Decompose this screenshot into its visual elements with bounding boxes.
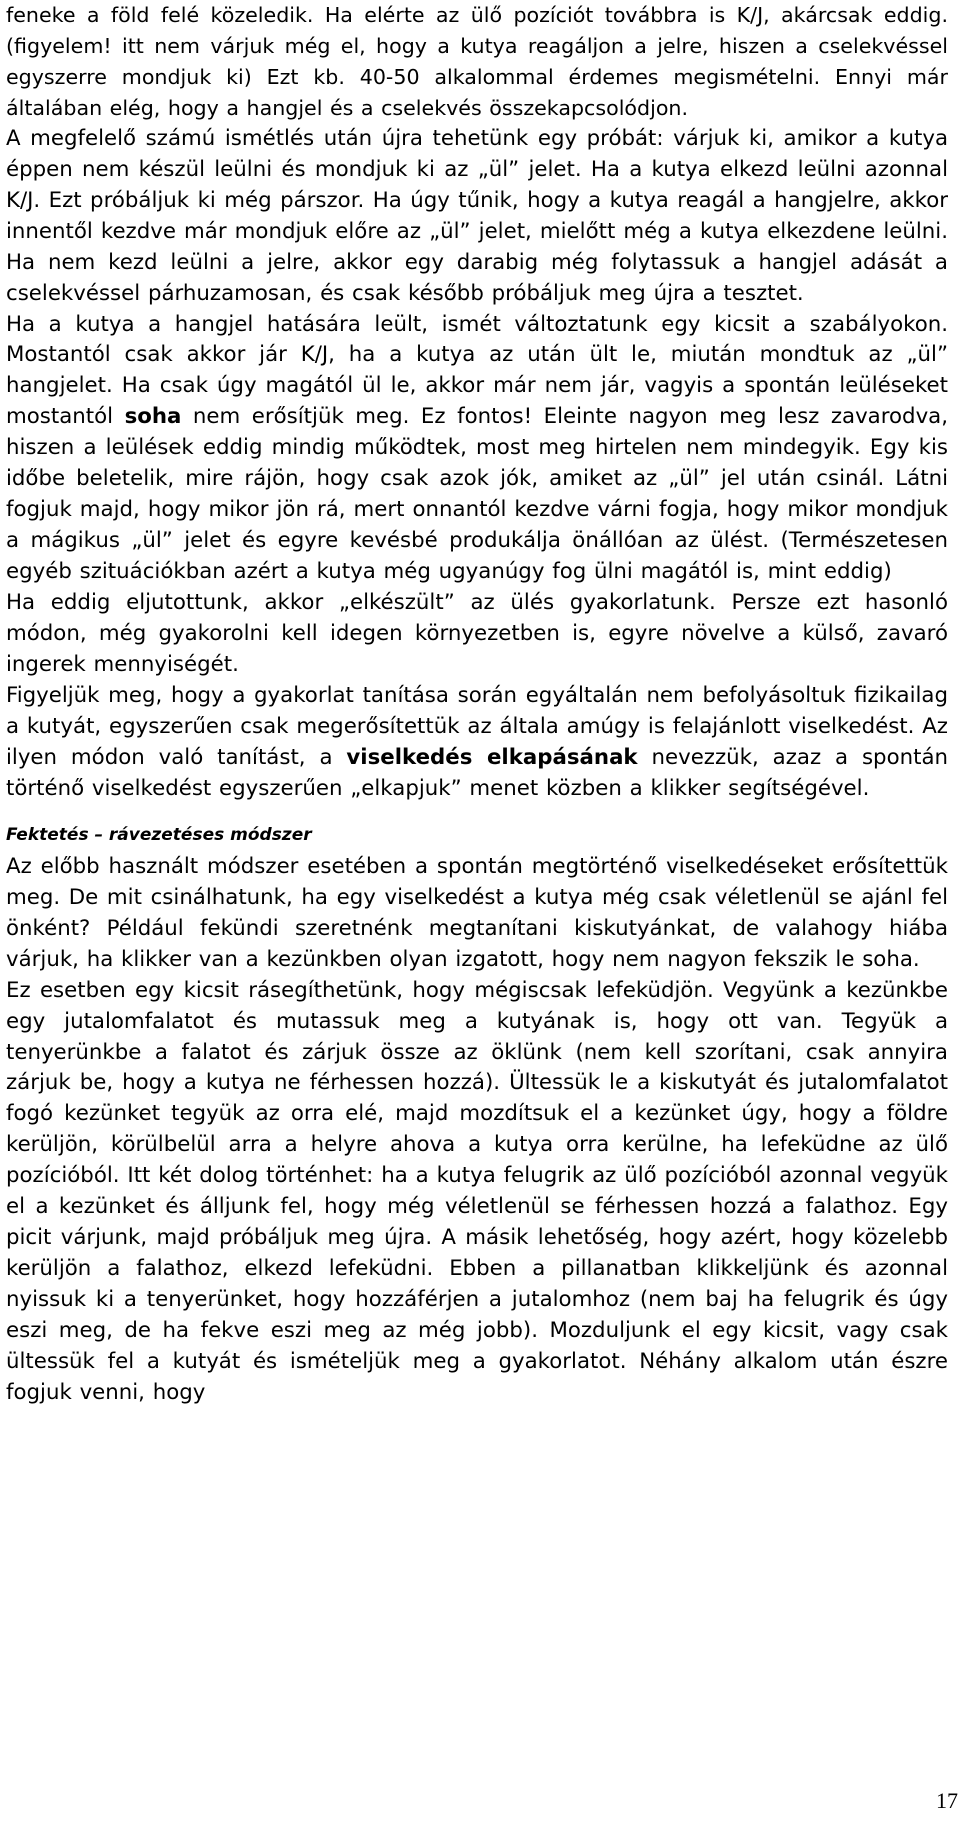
text-run: A megfelelő számú ismétlés után újra tehetünk egy próbát: várjuk ki, amikor a kutya éppen nem készül leülni és mondjuk ki az „ül” jelet. Ha a kutya elkezd leülni azonnal K/J. Ezt próbáljuk ki még párszor. Ha úgy tűnik, hogy a kutya reagál a hangjelre, akkor innentől kezdve már mondjuk előre az „ül” jelet, mielőtt még a kutya elkezdene leülni. Ha nem kezd leülni a jelre, akkor egy darabig még folytassuk a hangjel adását a cselekvéssel párhuzamosan, és csak később próbáljuk meg újra a tesztet. <box>6 125 948 306</box>
text-run: nevezzük, azaz a spontán történő viselkedést egyszerűen „elkapjuk” menet közben a klikker segítségével. <box>6 744 948 801</box>
paragraph <box>6 588 948 681</box>
paragraph <box>6 681 948 805</box>
text-run: nem erősítjük meg. Ez fontos! Eleinte nagyon meg lesz zavarodva, hiszen a leülések eddig mindig működtek, most meg hirtelen nem mindegyik. Egy kis időbe beletelik, mire rájön, hogy csak azok jók, amiket az „ül” jel után csinál. Látni fogjuk majd, hogy mikor jön rá, mert onnantól kezdve várni fogja, hogy mikor mondjuk a mágikus „ül” jelet és egyre kevésbé produkálja önállóan az ülést. (Természetesen egyéb szituációkban azért a kutya még ugyanúgy fog ülni magától is, mint eddig) <box>6 404 948 585</box>
paragraph <box>6 124 948 310</box>
paragraph <box>6 310 948 589</box>
document-page <box>6 0 948 1829</box>
bold-text: soha <box>124 404 182 430</box>
text-run: Figyeljük meg, hogy a gyakorlat tanítása során egyáltalán nem befolyásoltuk fizikailag a kutyát, egyszerűen csak megerősítettük az általa amúgy is felajánlott viselkedést. Az ilyen módon való tanítást, a <box>6 682 948 770</box>
text-run: Az előbb használt módszer esetében a spontán megtörténő viselkedéseket erősítettük meg. De mit csinálhatunk, ha egy viselkedést a kutya még csak véletlenül se ajánl fel önként? Például fekündi szeretnénk megtanítani kiskutyánkat, de valahogy hiába várjuk, ha klikker van a kezünkben olyan izgatott, hogy nem nagyon fekszik le soha. <box>6 853 948 972</box>
paragraph <box>6 852 948 976</box>
section-siting-training <box>6 0 948 805</box>
paragraph <box>6 0 948 124</box>
section-heading: Fektetés – rávezetéses módszer <box>6 824 312 845</box>
page-number: 17 <box>936 1788 958 1813</box>
text-run: Ez esetben egy kicsit rásegíthetünk, hogy mégiscsak lefeküdjön. Vegyünk a kezünkbe egy jutalomfalatot és mutassuk meg a kutyának is, hogy ott van. Tegyük a tenyerünkbe a falatot és zárjuk össze az öklünk (nem kell szorítani, csak annyira zárjuk be, hogy a kutya ne férhessen hozzá). Ültessük le a kiskutyát és jutalomfalatot fogó kezünket tegyük az orra elé, majd mozdítsuk el a kezünket úgy, hogy a földre kerüljön, körülbelül arra a helyre ahova a kutya orra kerülne, ha lefeküdne az ülő pozícióból. Itt két dolog történhet: ha a kutya felugrik az ülő pozícióból azonnal vegyük el a kezünket és álljunk fel, hogy még véletlenül se férhessen hozzá a falathoz. Egy picit várjunk, majd próbáljuk meg újra. A másik lehetőség, hogy azért, hogy közelebb kerüljön a falathoz, elkezd lefeküdni. Ebben a pillanatban klikkeljünk és azonnal nyissuk ki a tenyerünket, hogy hozzáférjen a jutalomhoz (nem baj ha felugrik és úgy eszi meg, de ha fekve eszi meg az még jobb). Mozduljunk el egy kicsit, vagy csak ültessük fel a kutyát és ismételjük meg a gyakorlatot. Néhány alkalom után észre fogjuk venni, hogy <box>6 977 948 1405</box>
section-lie-down-training <box>6 852 948 1409</box>
bold-text: viselkedés elkapásának <box>346 744 638 770</box>
paragraph <box>6 976 948 1409</box>
text-run: feneke a föld felé közeledik. Ha elérte az ülő pozíciót továbbra is K/J, akárcsak eddig. (figyelem! itt nem várjuk még el, hogy a kutya reagáljon a jelre, hiszen a cselekvéssel egyszerre mondjuk ki) Ezt kb. 40-50 alkalommal érdemes megismételni. Ennyi már általában elég, hogy a hangjel és a cselekvés összekapcsolódjon. <box>6 3 948 120</box>
text-run: Ha eddig eljutottunk, akkor „elkészült” az ülés gyakorlatunk. Persze ezt hasonló módon, még gyakorolni kell idegen környezetben is, egyre növelve a külső, zavaró ingerek mennyiségét. <box>6 590 948 678</box>
text-run: Ha a kutya a hangjel hatására leült, ismét változtatunk egy kicsit a szabályokon. Mostantól csak akkor jár K/J, ha a kutya az után ült le, miután mondtuk az „ül” hangjelet. Ha csak úgy magától ül le, akkor már nem jár, vagyis a spontán leüléseket mostantól <box>6 311 948 430</box>
